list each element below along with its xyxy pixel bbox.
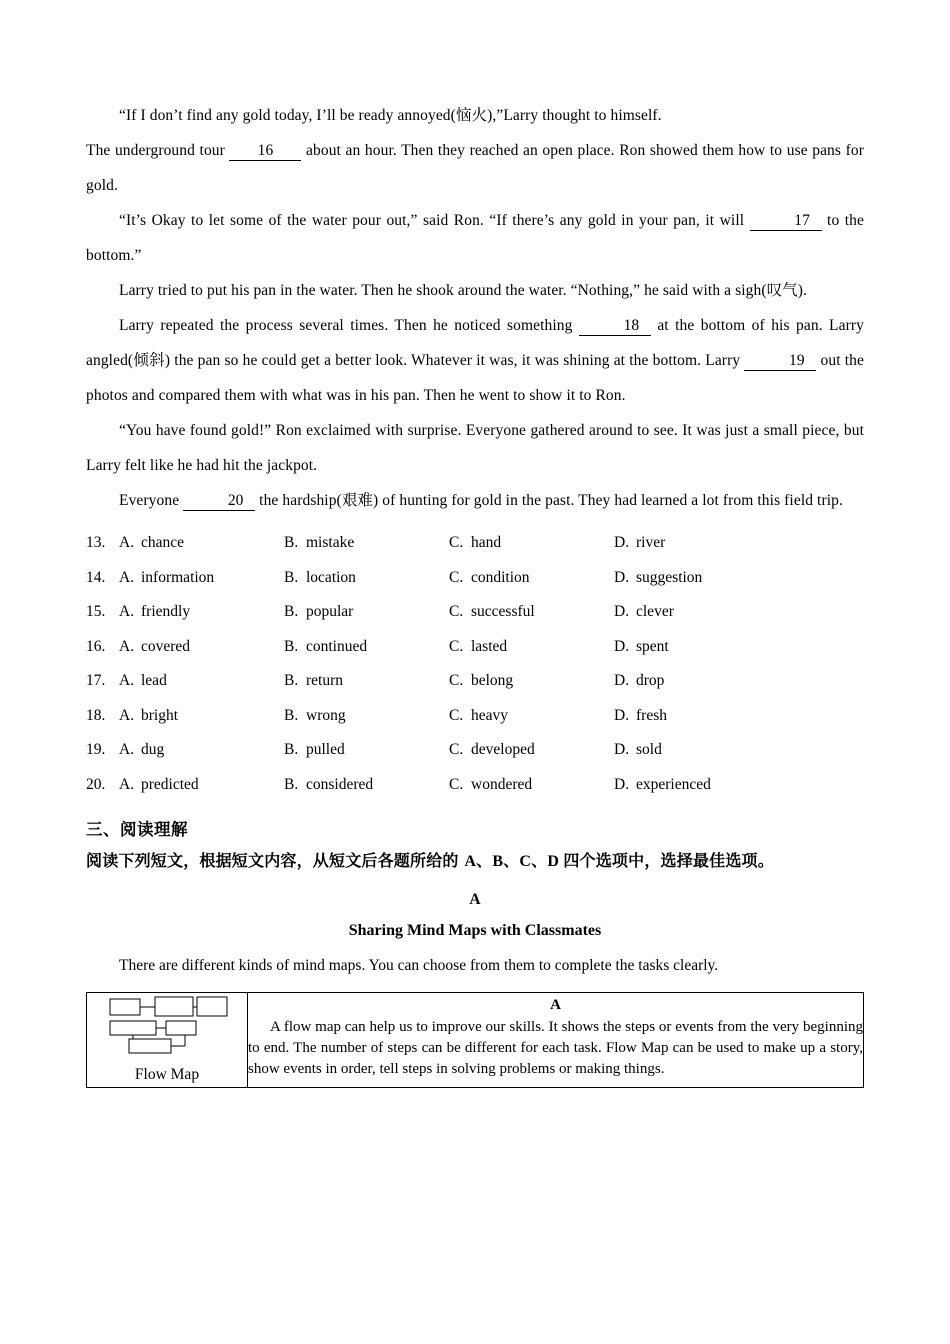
cloze-paragraph-2 — [86, 133, 864, 203]
option-c[interactable] — [449, 664, 614, 699]
option-b[interactable] — [284, 733, 449, 768]
cloze-p5-text-b: at the bottom of his pan. Larry angled(倾斜) the pan so he could get a better look. Whatever it was, it was shining at the bottom. Larry — [86, 317, 864, 369]
option-c[interactable] — [449, 595, 614, 630]
option-text: wondered — [471, 775, 533, 793]
option-label: A. — [119, 534, 135, 551]
question-row — [86, 630, 864, 665]
option-d[interactable] — [614, 526, 779, 561]
option-text: sold — [636, 741, 662, 758]
option-label: B. — [284, 568, 299, 586]
flow-map-description: A flow map can help us to improve our skills. It shows the steps or events from the very beginning to end. The number of steps can be different for each task. Flow Map can be used to make up a story, show events in order, tell steps in solving problems or making things. — [248, 1019, 863, 1077]
option-text: successful — [471, 603, 535, 620]
option-label: D. — [614, 637, 630, 655]
option-label: D. — [614, 568, 630, 586]
cell-letter: A — [550, 997, 561, 1013]
option-text: belong — [471, 672, 514, 689]
option-label: C. — [449, 775, 464, 793]
option-label: B. — [284, 672, 299, 689]
option-text: chance — [141, 534, 185, 551]
option-label: A. — [119, 706, 135, 724]
option-text: information — [141, 568, 215, 586]
option-text: lead — [141, 672, 167, 689]
question-row — [86, 699, 864, 734]
option-b[interactable] — [284, 699, 449, 734]
cloze-paragraph-6: “You have found gold!” Ron exclaimed with surprise. Everyone gathered around to see. It was just a small piece, but Larry felt like he had hit the jackpot. — [86, 422, 864, 474]
option-a[interactable] — [119, 768, 284, 803]
option-label: D. — [614, 775, 630, 793]
cloze-paragraph-4: Larry tried to put his pan in the water. Then he shook around the water. “Nothing,” he said with a sigh(叹气). — [119, 282, 808, 299]
option-text: clever — [636, 603, 674, 620]
option-label: B. — [284, 603, 299, 620]
passage-letter: A — [469, 891, 481, 908]
option-a[interactable] — [119, 630, 284, 665]
question-number: 17. — [86, 672, 106, 689]
option-text: friendly — [141, 603, 191, 620]
question-row — [86, 561, 864, 596]
option-label: C. — [449, 568, 464, 586]
option-text: heavy — [471, 706, 509, 724]
option-label: B. — [284, 637, 299, 655]
section-instruction — [86, 848, 864, 871]
option-text: spent — [636, 637, 669, 655]
option-label: A. — [119, 603, 135, 620]
cloze-p7-text-b: the hardship(艰难) of hunting for gold in the past. They had learned a lot from this field trip. — [259, 492, 843, 509]
option-text: dug — [141, 741, 165, 758]
option-b[interactable] — [284, 526, 449, 561]
option-a[interactable] — [119, 733, 284, 768]
question-number: 13. — [86, 534, 106, 551]
cloze-p7-text-a: Everyone — [119, 492, 180, 509]
option-label: A. — [119, 672, 135, 689]
option-label: B. — [284, 775, 299, 793]
cloze-options-list — [86, 526, 864, 802]
cloze-blank-17: 17 — [750, 211, 822, 231]
option-text: hand — [471, 534, 502, 551]
option-text: bright — [141, 706, 179, 724]
question-number: 16. — [86, 637, 106, 655]
cloze-blank-16: 16 — [229, 141, 301, 161]
option-label: A. — [119, 637, 135, 655]
option-label: B. — [284, 741, 299, 758]
option-b[interactable] — [284, 561, 449, 596]
option-a[interactable] — [119, 526, 284, 561]
option-label: C. — [449, 603, 464, 620]
option-text: considered — [306, 775, 374, 793]
option-text: experienced — [636, 775, 711, 793]
option-label: B. — [284, 706, 299, 724]
option-text: popular — [306, 603, 354, 620]
instruction-part-2: 四个选项中，选择最佳选项。 — [563, 851, 774, 870]
option-text: lasted — [471, 637, 508, 655]
option-label: C. — [449, 672, 464, 689]
option-text: mistake — [306, 534, 355, 551]
option-label: B. — [284, 534, 299, 551]
question-row — [86, 595, 864, 630]
option-d[interactable] — [614, 699, 779, 734]
flow-map-text-cell — [248, 993, 864, 1088]
option-text: pulled — [306, 741, 345, 758]
option-c[interactable] — [449, 561, 614, 596]
option-text: wrong — [306, 706, 346, 724]
option-b[interactable] — [284, 664, 449, 699]
cloze-paragraph-3 — [86, 203, 864, 273]
cloze-paragraph-7 — [86, 483, 864, 518]
option-b[interactable] — [284, 630, 449, 665]
cloze-p5-text-a: Larry repeated the process several times. Then he noticed something — [119, 317, 573, 334]
option-label: D. — [614, 603, 630, 620]
option-label: D. — [614, 534, 630, 551]
passage-lead: There are different kinds of mind maps. You can choose from them to complete the tasks clearly. — [119, 957, 719, 974]
cloze-paragraph-5 — [86, 308, 864, 413]
option-c[interactable] — [449, 733, 614, 768]
option-a[interactable] — [119, 561, 284, 596]
option-text: covered — [141, 637, 191, 655]
option-label: D. — [614, 706, 630, 724]
cloze-p5-text-c: out the photos and compared them with what was in his pan. Then he went to show it to Ron. — [86, 352, 864, 404]
option-label: C. — [449, 534, 464, 551]
option-c[interactable] — [449, 768, 614, 803]
option-b[interactable] — [284, 768, 449, 803]
question-number: 15. — [86, 603, 106, 620]
option-d[interactable] — [614, 733, 779, 768]
option-text: developed — [471, 741, 535, 758]
option-c[interactable] — [449, 630, 614, 665]
option-text: river — [636, 534, 666, 551]
option-label: C. — [449, 706, 464, 724]
option-label: C. — [449, 637, 464, 655]
flow-map-label: Flow Map — [134, 1066, 200, 1083]
flow-map-icon-cell — [87, 993, 248, 1088]
question-number: 20. — [86, 775, 106, 793]
option-d[interactable] — [614, 664, 779, 699]
cloze-paragraph-1: “If I don’t find any gold today, I’ll be ready annoyed(恼火),”Larry thought to himself. — [119, 107, 662, 124]
option-text: suggestion — [636, 568, 703, 586]
cloze-p3-text-a: “It’s Okay to let some of the water pour out,” said Ron. “If there’s any gold in your pan, it will — [119, 212, 745, 229]
option-d[interactable] — [614, 630, 779, 665]
cloze-p2-text-b: about an hour. Then they reached an open place. Ron showed them how to use pans for gold. — [86, 142, 864, 194]
option-a[interactable] — [119, 595, 284, 630]
option-label: C. — [449, 741, 464, 758]
option-c[interactable] — [449, 526, 614, 561]
option-text: location — [306, 568, 356, 586]
option-label: A. — [119, 741, 135, 758]
option-text: condition — [471, 568, 530, 586]
instruction-options: A、B、C、D — [464, 853, 564, 870]
cloze-blank-19: 19 — [744, 351, 816, 371]
option-text: return — [306, 672, 344, 689]
question-row — [86, 526, 864, 561]
instruction-part-1: 阅读下列短文，根据短文内容，从短文后各题所给的 — [86, 851, 465, 870]
question-number: 18. — [86, 706, 106, 724]
mind-map-table — [86, 992, 864, 1088]
question-row — [86, 733, 864, 768]
option-text: fresh — [636, 706, 667, 724]
section-heading: 三、阅读理解 — [86, 820, 188, 839]
option-text: continued — [306, 637, 368, 655]
question-row — [86, 664, 864, 699]
option-d[interactable] — [614, 768, 779, 803]
option-label: D. — [614, 741, 630, 758]
option-d[interactable] — [614, 561, 779, 596]
option-c[interactable] — [449, 699, 614, 734]
option-label: A. — [119, 775, 135, 793]
cloze-blank-20: 20 — [183, 491, 255, 511]
option-a[interactable] — [119, 699, 284, 734]
option-d[interactable] — [614, 595, 779, 630]
cloze-p3-text-b: to the bottom.” — [86, 212, 864, 264]
question-row — [86, 768, 864, 803]
option-text: predicted — [141, 775, 199, 793]
cloze-blank-18: 18 — [579, 316, 651, 336]
passage-title: Sharing Mind Maps with Classmates — [348, 922, 602, 939]
option-b[interactable] — [284, 595, 449, 630]
option-label: D. — [614, 672, 630, 689]
table-row — [87, 993, 864, 1088]
option-a[interactable] — [119, 664, 284, 699]
cloze-p2-text-a: The underground tour — [86, 142, 225, 159]
question-number: 19. — [86, 741, 106, 758]
option-text: drop — [636, 672, 665, 689]
question-number: 14. — [86, 568, 106, 586]
flow-map-icon — [103, 993, 231, 1057]
option-label: A. — [119, 568, 135, 586]
